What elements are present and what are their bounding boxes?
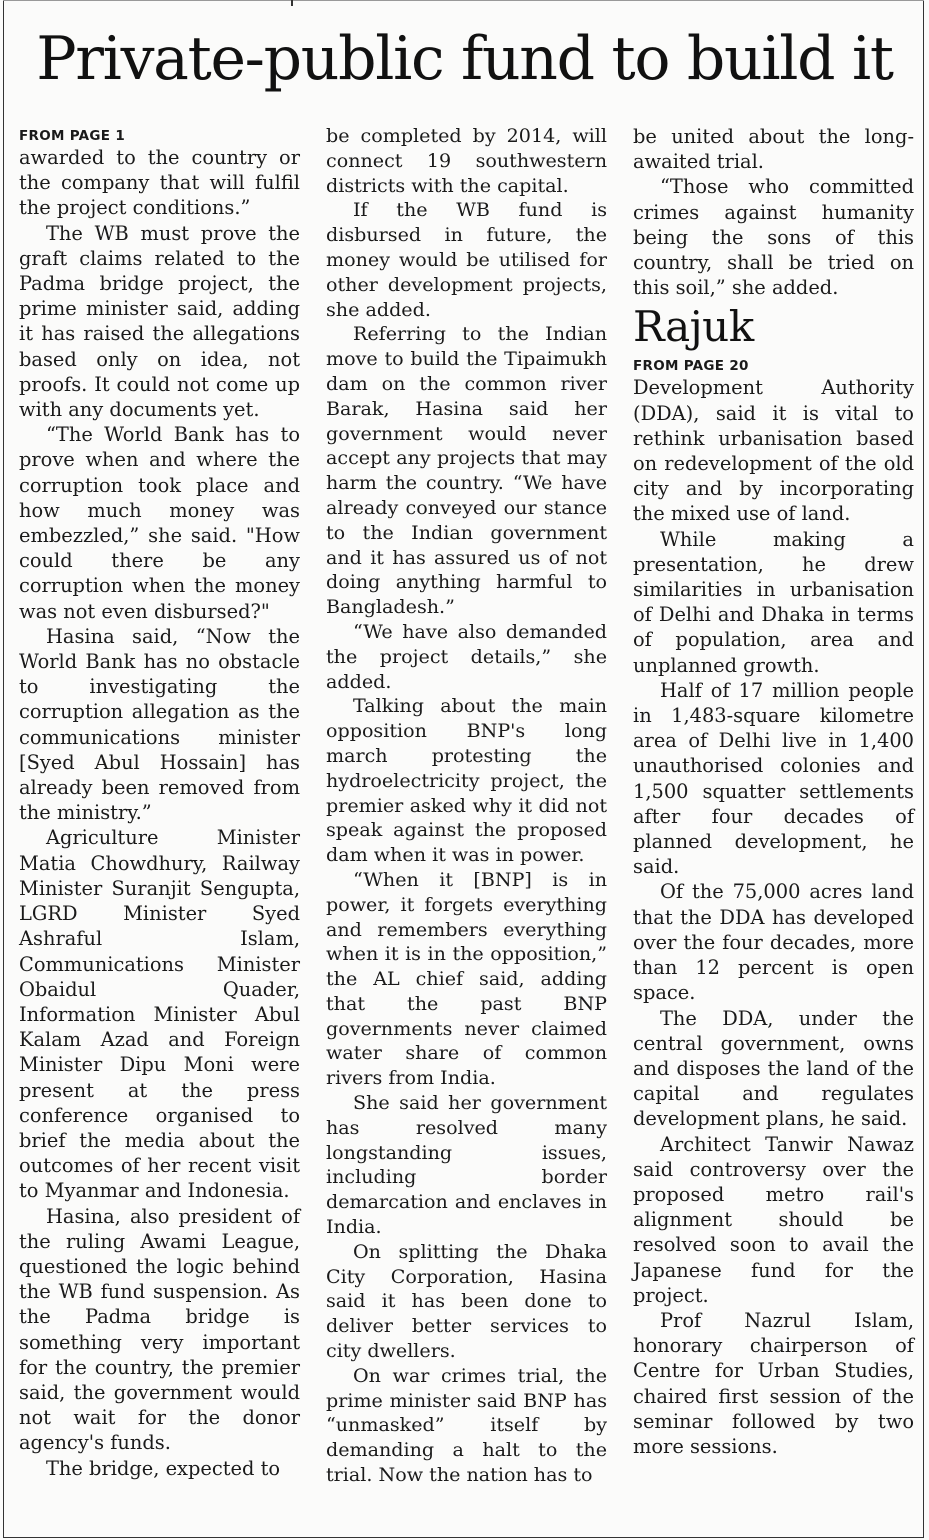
- paragraph: She said her government has resolved many longstanding issues, including border demarcation and enclaves in India.: [326, 1091, 607, 1239]
- paragraph: Prof Nazrul Islam, honorary chairperson of Centre for Urban Studies, chaired first session of the seminar followed by two more sessions.: [633, 1308, 914, 1458]
- paragraph: The DDA, under the central government, owns and disposes the land of the capital and regulates development plans, he said.: [633, 1006, 914, 1131]
- column-2: [326, 124, 607, 1488]
- paragraph: Talking about the main opposition BNP's long march protesting the hydroelectricity project, the premier asked why it did not speak against the proposed dam when it was in power.: [326, 694, 607, 867]
- paragraph: The bridge, expected to: [46, 1456, 281, 1480]
- paragraph: Agriculture Minister Matia Chowdhury, Railway Minister Suranjit Sengupta, LGRD Minister Syed Ashraful Islam, Communications Minister Obaidul Quader, Information Minister Abul Kalam Azad and Foreign Minister Dipu Moni were present at the press conference organised to brief the media about the outcomes of her recent visit to Myanmar and Indonesia.: [19, 826, 300, 1203]
- subhead-rajuk: Rajuk: [633, 302, 754, 352]
- paragraph: Hasina said, “Now the World Bank has no obstacle to investigating the corruption allegation as the communications minister [Syed Abul Hossain] has already been removed from the ministry.”: [19, 624, 300, 825]
- paragraph: Architect Tanwir Nawaz said controversy over the proposed metro rail's alignment should be resolved soon to avail the Japanese fund for the project.: [633, 1132, 914, 1307]
- paragraph: While making a presentation, he drew similarities in urbanisation of Delhi and Dhaka in terms of population, area and unplanned growth.: [633, 527, 914, 677]
- column-1: [19, 124, 300, 1481]
- paragraph: On splitting the Dhaka City Corporation, Hasina said it has been done to deliver better services to city dwellers.: [326, 1239, 607, 1363]
- paragraph: be completed by 2014, will connect 19 southwestern districts with the capital.: [326, 124, 607, 197]
- paragraph: “When it [BNP] is in power, it forgets everything and remembers everything when it is in the opposition,” the AL chief said, adding that the past BNP governments never claimed water share of common rivers from India.: [326, 867, 607, 1090]
- kicker-from-page-1: FROM PAGE 1: [19, 128, 126, 144]
- paragraph: If the WB fund is disbursed in future, the money would be utilised for other development projects, she added.: [326, 198, 607, 321]
- column-3: [633, 124, 914, 1459]
- kicker-from-page-20: FROM PAGE 20: [633, 358, 749, 375]
- paragraph: “The World Bank has to prove when and where the corruption took place and how much money was embezzled,” she said. "How could there be any corruption when the money was not even disbursed?": [19, 423, 300, 623]
- paragraph: “We have also demanded the project details,” she added.: [326, 619, 607, 693]
- top-rule: [3, 0, 924, 1]
- paragraph: On war crimes trial, the prime minister said BNP has “unmasked” itself by demanding a halt to the trial. Now the nation has to: [326, 1363, 607, 1487]
- paragraph: be united about the long-awaited trial.: [633, 125, 914, 174]
- paragraph: “Those who committed crimes against humanity being the sons of this country, shall be tried on this soil,” she added.: [633, 175, 914, 300]
- paragraph: Development Authority (DDA), said it is vital to rethink urbanisation based on redevelopment of the old city and by incorporating the mixed use of land.: [633, 376, 914, 526]
- paragraph: Hasina, also president of the ruling Awami League, questioned the logic behind the WB fund suspension. As the Padma bridge is something very important for the country, the premier said, the government would not wait for the donor agency's funds.: [19, 1204, 300, 1455]
- headline: Private-public fund to build it: [36, 24, 893, 94]
- paragraph: The WB must prove the graft claims related to the Padma bridge project, the prime minister said, adding it has raised the allegations based only on idea, not proofs. It could not come up with any documents yet.: [19, 221, 300, 422]
- paragraph: Of the 75,000 acres land that the DDA has developed over the four decades, more than 12 percent is open space.: [633, 880, 914, 1005]
- column-tick-mark: [291, 0, 293, 6]
- paragraph: Referring to the Indian move to build the Tipaimukh dam on the common river Barak, Hasina said her government would never accept any projects that may harm the country. “We have already conveyed our stance to the Indian government and it has assured us of not doing anything harmful to Bangladesh.”: [326, 322, 607, 619]
- paragraph: awarded to the country or the company that will fulfil the project conditions.”: [19, 146, 300, 220]
- paragraph: Half of 17 million people in 1,483-square kilometre area of Delhi live in 1,400 unauthorised colonies and 1,500 squatter settlements after four decades of planned development, he said.: [633, 678, 914, 879]
